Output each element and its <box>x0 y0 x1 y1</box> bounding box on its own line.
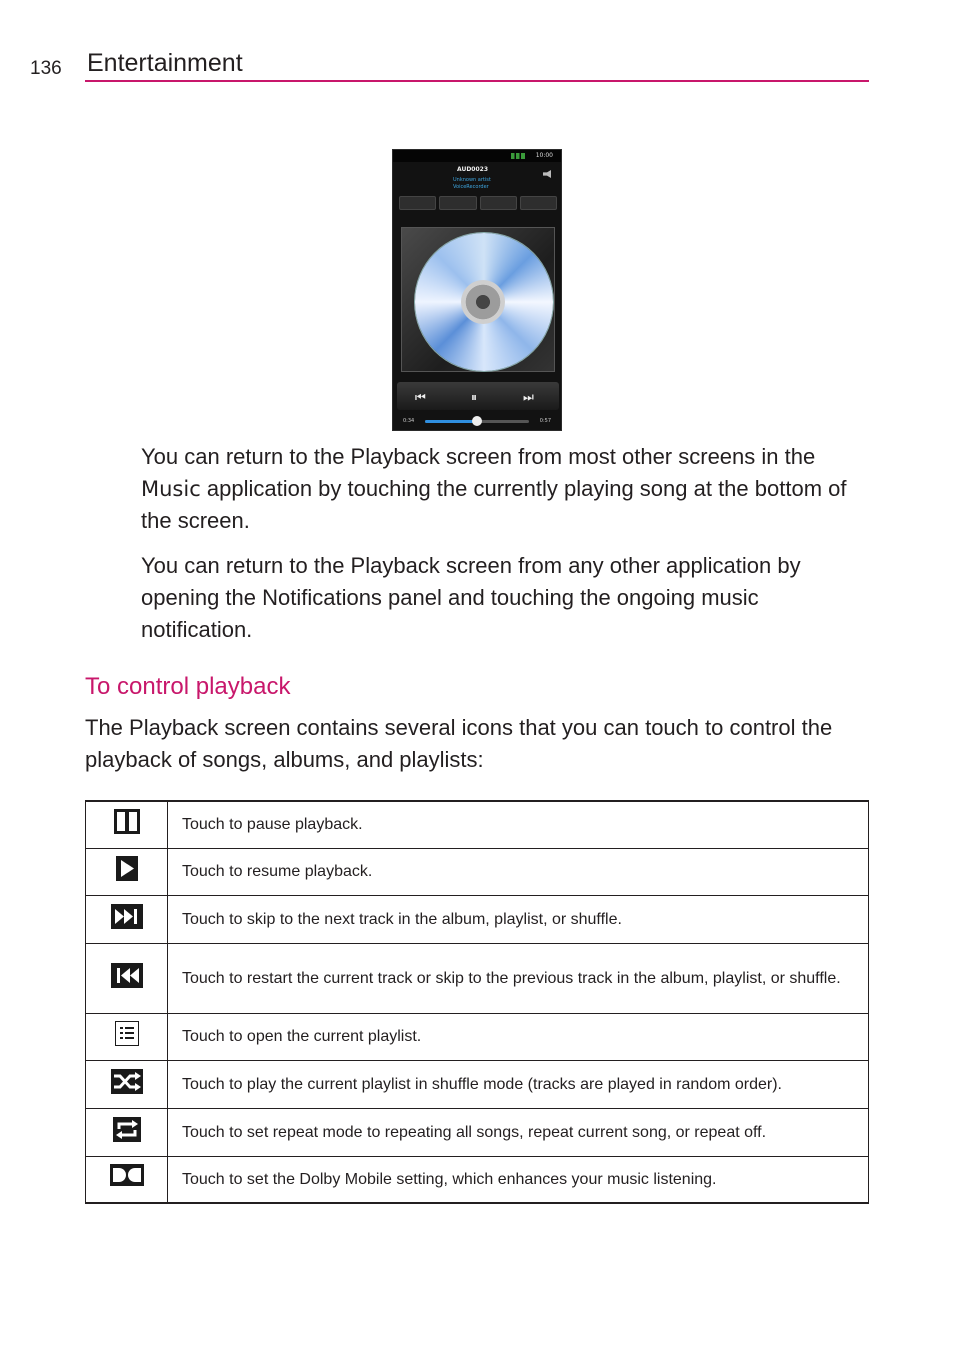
repeat-icon <box>113 1117 141 1142</box>
p1-text-before: You can return to the Playback screen from most other screens in the <box>141 444 816 469</box>
music-app-name: Music <box>141 477 201 501</box>
paragraph-return-music <box>141 441 876 537</box>
icon-description: Touch to open the current playlist. <box>168 1013 869 1060</box>
table-row <box>86 801 869 848</box>
dolby-icon <box>110 1164 144 1186</box>
page-number: 136 <box>30 58 62 79</box>
shuffle-tool-button <box>439 196 476 210</box>
icon-description: Touch to set repeat mode to repeating all songs, repeat current song, or repeat off. <box>168 1108 869 1156</box>
icon-cell <box>86 801 168 848</box>
seek-fill <box>425 420 477 423</box>
icon-cell <box>86 943 168 1013</box>
playlist-icon <box>115 1021 139 1046</box>
table-row <box>86 1013 869 1060</box>
table-row <box>86 1156 869 1203</box>
disc-hub <box>461 280 505 324</box>
time-total: 0:57 <box>539 418 551 424</box>
previous-track-icon <box>111 963 143 988</box>
icon-cell <box>86 895 168 943</box>
play-icon <box>116 856 138 881</box>
table-row <box>86 848 869 895</box>
signal-icon <box>511 153 525 159</box>
repeat-tool-button <box>480 196 517 210</box>
header-rule <box>85 80 869 82</box>
playback-screenshot <box>392 149 562 431</box>
table-row <box>86 1108 869 1156</box>
table-row <box>86 895 869 943</box>
previous-track-icon: ⏮ <box>415 390 426 404</box>
volume-icon <box>543 170 553 178</box>
icon-cell <box>86 848 168 895</box>
dolby-tool-button <box>520 196 557 210</box>
table-row <box>86 1060 869 1108</box>
icon-description: Touch to play the current playlist in shuffle mode (tracks are played in random order). <box>168 1060 869 1108</box>
next-track-icon <box>111 904 143 929</box>
intro-paragraph: The Playback screen contains several icons that you can touch to control the playback of songs, albums, and playlists: <box>85 715 833 772</box>
seek-knob <box>472 416 482 426</box>
section-title: Entertainment <box>87 49 243 77</box>
icon-cell <box>86 1108 168 1156</box>
next-track-icon: ⏭ <box>523 390 534 404</box>
p1-text-after: application by touching the currently playing song at the bottom of the screen. <box>141 476 847 533</box>
icon-description: Touch to pause playback. <box>168 801 869 848</box>
track-title: AUD0023 <box>457 166 489 173</box>
icon-description: Touch to resume playback. <box>168 848 869 895</box>
icon-cell <box>86 1013 168 1060</box>
icon-cell <box>86 1060 168 1108</box>
playlist-tool-button <box>399 196 436 210</box>
shuffle-icon <box>111 1069 143 1094</box>
icon-description: Touch to skip to the next track in the album, playlist, or shuffle. <box>168 895 869 943</box>
track-artist: Unknown artist <box>453 177 491 183</box>
time-elapsed: 0:34 <box>403 418 415 424</box>
pause-icon: ⏸ <box>471 390 478 404</box>
subheading: To control playback <box>85 673 291 700</box>
table-row <box>86 943 869 1013</box>
paragraph-return-notifications: You can return to the Playback screen from any other application by opening the Notifications panel and touching the ongoing music notification. <box>141 553 801 642</box>
status-clock: 10:00 <box>535 152 553 159</box>
track-album: VoiceRecorder <box>453 184 489 190</box>
icon-description: Touch to restart the current track or skip to the previous track in the album, playlist, or shuffle. <box>168 943 869 1013</box>
icon-cell <box>86 1156 168 1203</box>
pause-icon <box>114 809 140 834</box>
icon-table <box>85 800 869 1204</box>
icon-description: Touch to set the Dolby Mobile setting, which enhances your music listening. <box>168 1156 869 1203</box>
toolbar-row <box>399 196 557 210</box>
